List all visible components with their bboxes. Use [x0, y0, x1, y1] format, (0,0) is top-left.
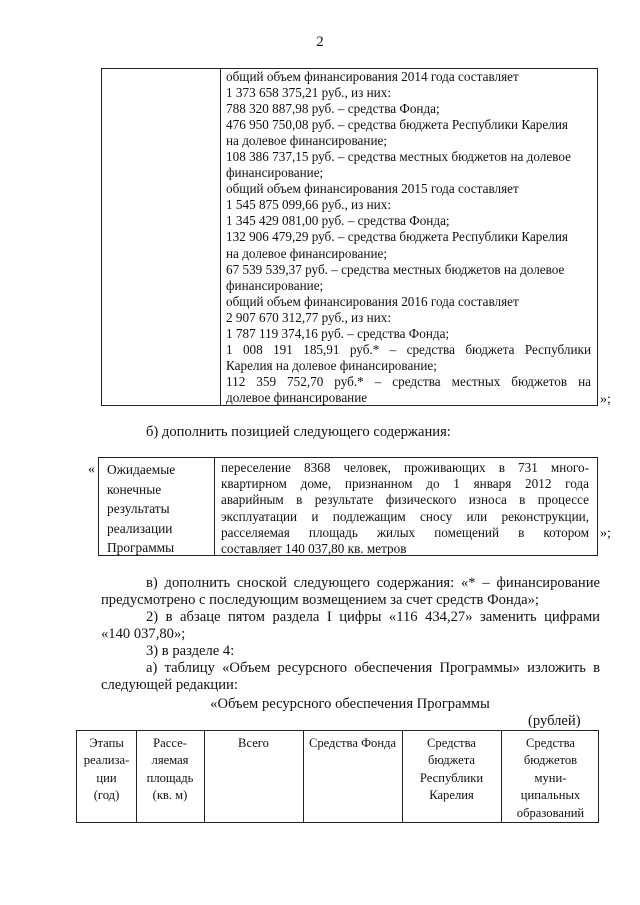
header-line: Карелия — [429, 788, 474, 803]
header-republic-budget — [402, 735, 501, 805]
results-label-cell — [107, 460, 175, 558]
header-area — [136, 735, 204, 805]
results-line: квартирном доме, признанном до 1 января 2012 года — [221, 476, 589, 492]
financing-line: 1 345 429 081,00 руб. – средства Фонда; — [226, 213, 450, 229]
financing-line: 2 907 670 312,77 руб., из них: — [226, 309, 391, 325]
financing-line: общий объем финансирования 2014 года составляет — [226, 69, 519, 84]
table-title: «Объем ресурсного обеспечения Программы — [210, 696, 490, 712]
results-label-line: Программы — [107, 540, 175, 556]
closing-quote: »; — [600, 392, 611, 407]
header-municipal-budgets — [501, 735, 600, 822]
header-line: Всего — [238, 736, 269, 750]
paragraph-c-cont: предусмотрено с последующим возмещением за счет средств Фонда»; — [101, 592, 539, 608]
header-line: Этапы — [89, 736, 124, 750]
paragraph-b: б) дополнить позицией следующего содержания: — [146, 424, 451, 440]
financing-line: 67 539 539,37 руб. – средства местных бюджетов на долевое — [226, 261, 565, 277]
results-line: переселение 8368 человек, проживающих в 731 много- — [221, 460, 589, 475]
financing-line: 476 950 750,08 руб. – средства бюджета Республики Карелия — [226, 117, 568, 133]
header-fund — [303, 735, 402, 752]
results-line: эксплуатации и подлежащим сносу или реконструкции, — [221, 508, 589, 524]
financing-table — [101, 68, 598, 406]
header-line: бюджетов — [523, 753, 578, 768]
results-table — [98, 457, 598, 556]
paragraph-2: 2) в абзаце пятом раздела I цифры «116 434,27» заменить цифрами — [146, 609, 600, 625]
paragraph-3: 3) в разделе 4: — [146, 643, 235, 659]
financing-line: 132 906 479,29 руб. – средства бюджета Республики Карелия — [226, 229, 568, 245]
header-line: Рассе- — [153, 736, 187, 750]
header-line: ции — [96, 770, 117, 785]
financing-line: 1 545 875 099,66 руб., из них: — [226, 197, 391, 213]
paragraph-2-cont: «140 037,80»; — [101, 626, 186, 642]
header-line: образований — [516, 805, 585, 820]
financing-line: 1 373 658 375,21 руб., из них: — [226, 85, 391, 101]
financing-line: общий объем финансирования 2016 года составляет — [226, 293, 519, 309]
results-label-line: конечные — [107, 481, 162, 497]
header-stage — [77, 735, 136, 805]
header-line: ляемая — [151, 753, 189, 768]
financing-line: 1 787 119 374,16 руб. – средства Фонда; — [226, 325, 450, 341]
header-line: (кв. м) — [152, 788, 188, 803]
paragraph-c: в) дополнить сноской следующего содержания: «* – финансирование — [146, 575, 600, 591]
financing-line: на долевое финансирование; — [226, 245, 388, 261]
header-line: ципальных — [520, 788, 581, 803]
financing-line: 108 386 737,15 руб. – средства местных бюджетов на долевое — [226, 149, 571, 165]
financing-line: долевое финансирование — [226, 389, 368, 405]
page-number: 2 — [316, 34, 324, 50]
financing-line: 1 008 191 185,91 руб.* – средства бюджета Республики — [226, 341, 591, 357]
results-line: составляет 140 037,80 кв. метров — [221, 541, 407, 557]
paragraph-a-cont: следующей редакции: — [101, 677, 238, 693]
results-line: расселяемая площадь жилых помещений в котором — [221, 524, 589, 540]
resources-table — [76, 730, 599, 823]
table-divider — [220, 69, 221, 405]
results-label-line: результаты — [107, 501, 170, 517]
header-line: муни- — [534, 770, 567, 785]
results-value-cell — [221, 460, 589, 557]
units-label: (рублей) — [528, 713, 581, 729]
results-line: аварийным в результате физического износа в процессе — [221, 492, 589, 508]
paragraph-a: а) таблицу «Объем ресурсного обеспечения Программы» изложить в — [146, 660, 600, 676]
header-line: Республики — [419, 770, 484, 785]
header-line: реализа- — [83, 753, 130, 768]
results-label-line: реализации — [107, 520, 173, 536]
table-divider — [214, 458, 215, 555]
header-line: Средства — [427, 736, 476, 750]
financing-line: на долевое финансирование; — [226, 133, 388, 149]
closing-quote: »; — [600, 526, 611, 541]
financing-line: Карелия на долевое финансирование; — [226, 357, 437, 373]
header-line: площадь — [146, 770, 194, 785]
financing-line: финансирование; — [226, 277, 324, 293]
header-line: Средства Фонда — [308, 736, 397, 750]
financing-line: общий объем финансирования 2015 года составляет — [226, 181, 519, 197]
header-line: бюджета — [428, 753, 475, 768]
header-line: (год) — [93, 788, 120, 803]
results-label-line: Ожидаемые — [107, 462, 176, 477]
opening-quote: « — [88, 462, 95, 477]
financing-line: 112 359 752,70 руб.* – средства местных бюджетов на — [226, 373, 591, 389]
header-line: Средства — [526, 736, 575, 750]
financing-line: 788 320 887,98 руб. – средства Фонда; — [226, 101, 440, 117]
header-total — [204, 735, 303, 752]
financing-line: финансирование; — [226, 165, 324, 181]
financing-cell — [226, 69, 591, 406]
